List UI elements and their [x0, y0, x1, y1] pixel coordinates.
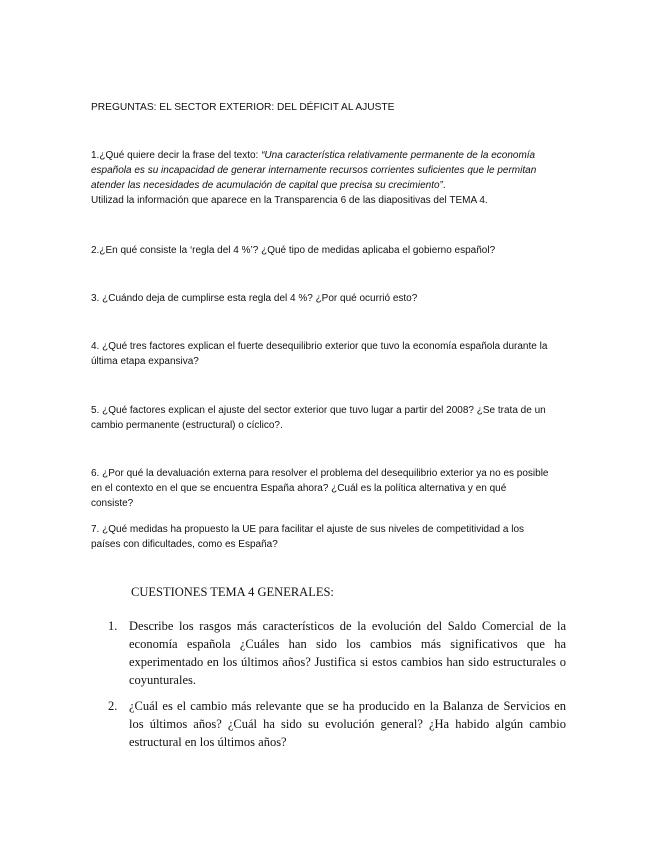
general-question-2-number: 2. [108, 699, 118, 713]
question-3: 3. ¿Cuándo deja de cumplirse esta regla del 4 %? ¿Por qué ocurrió esto? [91, 293, 418, 304]
question-5: 5. ¿Qué factores explican el ajuste del sector exterior que tuvo lugar a partir del 2008? ¿Se trata de un cambio permanente (estructural) o cíclico?. [91, 405, 546, 431]
general-question-1 [108, 617, 566, 689]
question-2: 2.¿En qué consiste la ‘regla del 4 %’? ¿Qué tipo de medidas aplicaba el gobierno español? [91, 245, 496, 256]
question-7: 7. ¿Qué medidas ha propuesto la UE para facilitar el ajuste de sus niveles de competitividad a los países con dificultades, como es España? [91, 524, 525, 550]
question-1-prefix: 1.¿Qué quiere decir la frase del texto: [91, 150, 262, 161]
question-6: 6. ¿Por qué la devaluación externa para resolver el problema del desequilibrio exterior ya no es posible en el contexto en el que se encuentra España ahora? ¿Cuál es la política alternativa y en qué consiste? [91, 468, 549, 509]
question-1-quote: “Una característica relativamente permanente de la economía española es su incapacidad de generar internamente recursos corrientes suficientes que le permitan atender las necesidades de acumulación de capital que precisa su crecimiento” [91, 150, 537, 191]
general-question-2-text: ¿Cuál es el cambio más relevante que se ha producido en la Balanza de Servicios en los últimos años? ¿Cuál ha sido su evolución general? ¿Ha habido algún cambio estructural en los últimos años? [129, 699, 566, 749]
question-1 [91, 148, 551, 208]
general-question-2 [108, 697, 566, 751]
general-question-1-number: 1. [108, 619, 118, 633]
general-question-1-text: Describe los rasgos más característicos de la evolución del Saldo Comercial de la economía española ¿Cuáles han sido los cambios más significativos que ha experimentado en los últimos años? Justifica si estos cambios han sido estructurales o coyunturales. [129, 619, 566, 687]
question-4: 4. ¿Qué tres factores explican el fuerte desequilibrio exterior que tuvo la economía española durante la última etapa expansiva? [91, 341, 548, 367]
general-questions-title: CUESTIONES TEMA 4 GENERALES: [131, 585, 334, 599]
question-1-instruction: Utilizad la información que aparece en la Transparencia 6 de las diapositivas del TEMA 4. [91, 195, 488, 206]
page-title: PREGUNTAS: EL SECTOR EXTERIOR: DEL DÉFICIT AL AJUSTE [91, 102, 395, 113]
question-1-suffix: . [442, 180, 446, 191]
